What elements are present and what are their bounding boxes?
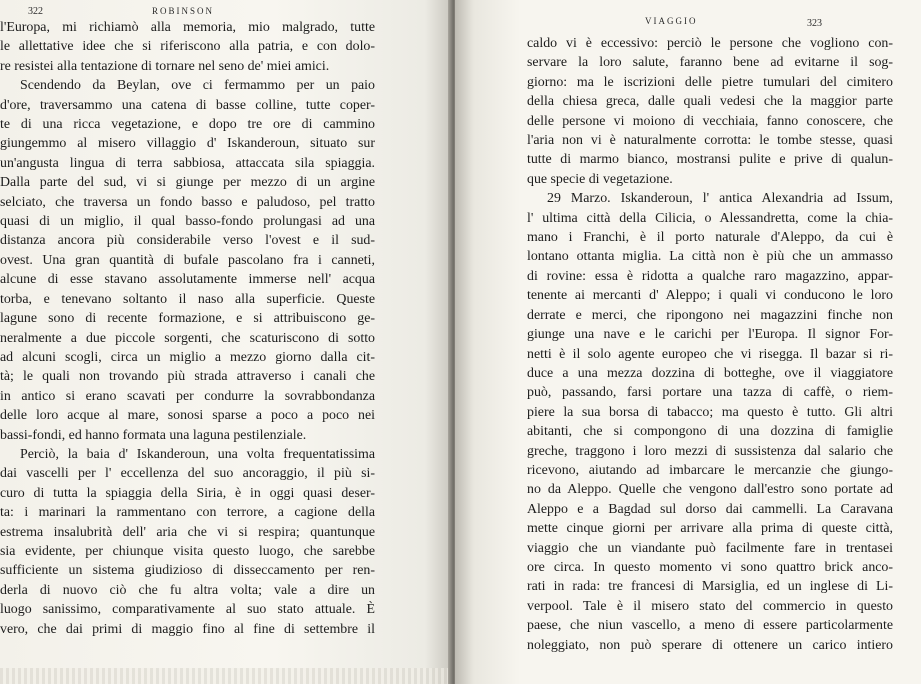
left-text-line: d'ore, traversammo una catena di basse colline, tutte coper- <box>0 97 375 113</box>
right-text-line: caldo vi è eccessivo: perciò le persone che vogliono con- <box>527 36 893 51</box>
left-text-line: selciato, che traversa un fondo basso e paludoso, pel tratto <box>0 194 375 210</box>
left-page <box>0 0 452 684</box>
left-text-line: ad alcuni scogli, circa un miglio a mezzo giorno dalla cit- <box>0 349 375 365</box>
right-page-number: 323 <box>807 18 822 29</box>
left-text-line: alcune di esse stavano assolutamente immerse nell' acqua <box>0 272 375 288</box>
left-text-line: re resistei alla tentazione di tornare nel seno de' miei amici. <box>0 58 330 74</box>
right-running-title: VIAGGIO <box>645 16 698 26</box>
left-text-line: sia evidente, per chiunque visita questo luogo, che sarebbe <box>0 543 375 559</box>
right-text-line: rati in rada: tre francesi di Marsiglia, ed un inglese di Li- <box>527 579 893 595</box>
left-text-line: torba, e tenevano soltanto il naso alla superficie. Queste <box>0 291 375 307</box>
right-text-line: tutte di marmo bianco, mostransi pulite e prive di qualun- <box>527 152 893 168</box>
left-text-line: un'angusta lingua di terra sabbiosa, attaccata sila spiaggia. <box>0 155 375 171</box>
right-text-line: derrate e merci, che ripongono nei magazzini finche non <box>527 307 893 323</box>
right-text-line: giunge una nave e le carichi per l'Europa. Il signor For- <box>527 327 893 343</box>
left-text-line: delle loro acque al mare, sonosi sparse a poco a poco nei <box>0 408 375 424</box>
right-text-line: mette cinque giorni per arrivare alla prima di queste città, <box>527 521 893 537</box>
right-text-line: servare la loro salute, faranno bene ad evitarne il sog- <box>527 55 893 71</box>
left-text-line: neralmente a due piccole sorgenti, che scaturiscono di sotto <box>0 330 375 346</box>
right-text-line: que specie di vegetazione. <box>527 171 673 187</box>
left-text-line: dai vascelli per l' eccellenza del suo ancoraggio, il più si- <box>0 466 375 482</box>
left-text-line: estrema insalubrità dell' aria che vi si respira; quantunque <box>0 524 375 540</box>
left-text-line: Scendendo da Beylan, ove ci fermammo per un paio <box>20 78 375 94</box>
right-text-line: tenente ai mercanti d' Aleppo; i quali vi conducono le loro <box>527 288 893 304</box>
right-text-line: abitanti, che si compongono di una dozzina di famiglie <box>527 424 893 440</box>
right-text-line: greche, traggono i loro mezzi di sussistenza dal salario che <box>527 443 893 459</box>
left-text-line: curo di tutta la spiaggia della Siria, è in oggi quasi deser- <box>0 485 375 501</box>
right-text-line: l'aria non vi è naturalmente corrotta: le tombe stesse, quasi <box>527 133 893 149</box>
left-text-line: Dalla parte del sud, vi si giunge per mezzo di un argine <box>0 175 375 191</box>
left-text-line: Perciò, la baia d' Iskanderoun, una volta frequentatissima <box>20 446 375 462</box>
left-text-line: ta: i marinari la rammentano con terrore, a cagione della <box>0 505 375 521</box>
left-text-line: ovest. Una gran quantità di bufale pascolano fra i canneti, <box>0 252 375 268</box>
right-text-line: noleggiato, non può sperare di ottenere un carico intiero <box>527 637 893 653</box>
right-page <box>455 0 921 684</box>
left-text-line: in antico si erano scavati per condurre la sovrabbondanza <box>0 388 375 404</box>
left-text-line: bassi-fondi, ed hanno formata una laguna pestilenziale. <box>0 427 307 443</box>
left-text-line: giungemmo al misero villaggio d' Iskanderoun, situato sur <box>0 136 375 152</box>
left-running-title: ROBINSON <box>152 6 215 16</box>
right-text-line: ricevono, aiutando ad imbarcare le mercanzie che giungo- <box>527 462 893 478</box>
right-page-text <box>527 34 893 655</box>
left-text-line: l'Europa, mi richiamò alla memoria, mio malgrado, tutte <box>0 20 375 35</box>
right-text-line: no da Aleppo. Quelle che vengono dall'estro sono portate ad <box>527 482 893 498</box>
right-text-line: lontano ottanta miglia. La città non è più che un ammasso <box>527 249 893 265</box>
right-text-line: Aleppo e a Bagdad sul dorso dai cammelli. La Caravana <box>527 501 893 517</box>
right-text-line: può, passando, farsi portare una tazza di caffè, o riem- <box>527 385 893 401</box>
left-text-line: vero, che dai primi di maggio fino al fine di settembre il <box>0 621 375 637</box>
right-text-line: l' ultima città della Cilicia, o Alessandretta, come la chia- <box>527 210 893 226</box>
left-page-text <box>0 18 375 639</box>
left-text-line: distanza ancora più considerabile verso l'ovest e il sud- <box>0 233 375 249</box>
left-page-number: 322 <box>28 6 43 17</box>
right-text-line: verpool. Tale è il misero stato del commercio in questo <box>527 598 893 614</box>
left-text-line: quasi di un miglio, il qual basso-fondo prolungasi ad una <box>0 214 375 230</box>
right-text-line: 29 Marzo. Iskanderoun, l' antica Alexandria ad Issum, <box>547 191 893 207</box>
left-text-line: derla di nuovo ciò che fu altra volta; vale a dire un <box>0 582 375 598</box>
left-text-line: tà; le quali non trovando più strada attraverso i canali che <box>0 369 375 385</box>
right-text-line: duce a una mezza dozzina di botteghe, ove il viaggiatore <box>527 365 893 381</box>
right-text-line: piere la sua borsa di tabacco; ma questo è tutto. Gli altri <box>527 404 893 420</box>
right-text-line: paese, che niun vascello, a meno di essere particolarmente <box>527 618 893 634</box>
right-text-line: mano i Franchi, è il porto naturale d'Aleppo, da cui è <box>527 230 893 246</box>
left-text-line: lagune sono di recente formazione, e si attribuiscono ge- <box>0 311 375 327</box>
right-text-line: ore circa. In questo momento vi sono quattro brick anco- <box>527 559 893 575</box>
page-edge <box>0 668 452 684</box>
left-text-line: te di una ricca vegetazione, e dopo tre ore di cammino <box>0 117 375 133</box>
right-text-line: netti è il solo agente europeo che vi risegga. Il bazar si ri- <box>527 346 893 362</box>
left-text-line: luogo sanissimo, comparativamente al suo stato attuale. È <box>0 602 375 618</box>
right-text-line: di rovine: essa è ridotta a qualche raro magazzino, appar- <box>527 268 893 284</box>
left-text-line: le allettative idee che si riferiscono alla patria, e con dolo- <box>0 39 375 55</box>
right-text-line: giorno: ma le iscrizioni delle pietre tumulari del cimitero <box>527 74 893 90</box>
right-text-line: delle persone vi moiono di vecchiaia, fanno conoscere, che <box>527 113 893 129</box>
right-text-line: della chiesa greca, dalle quali vedesi che la maggior parte <box>527 94 893 110</box>
right-text-line: viaggio che un viandante può facilmente fare in trentasei <box>527 540 893 556</box>
left-text-line: sufficiente un sistema giudizioso di disseccamento per ren- <box>0 563 375 579</box>
